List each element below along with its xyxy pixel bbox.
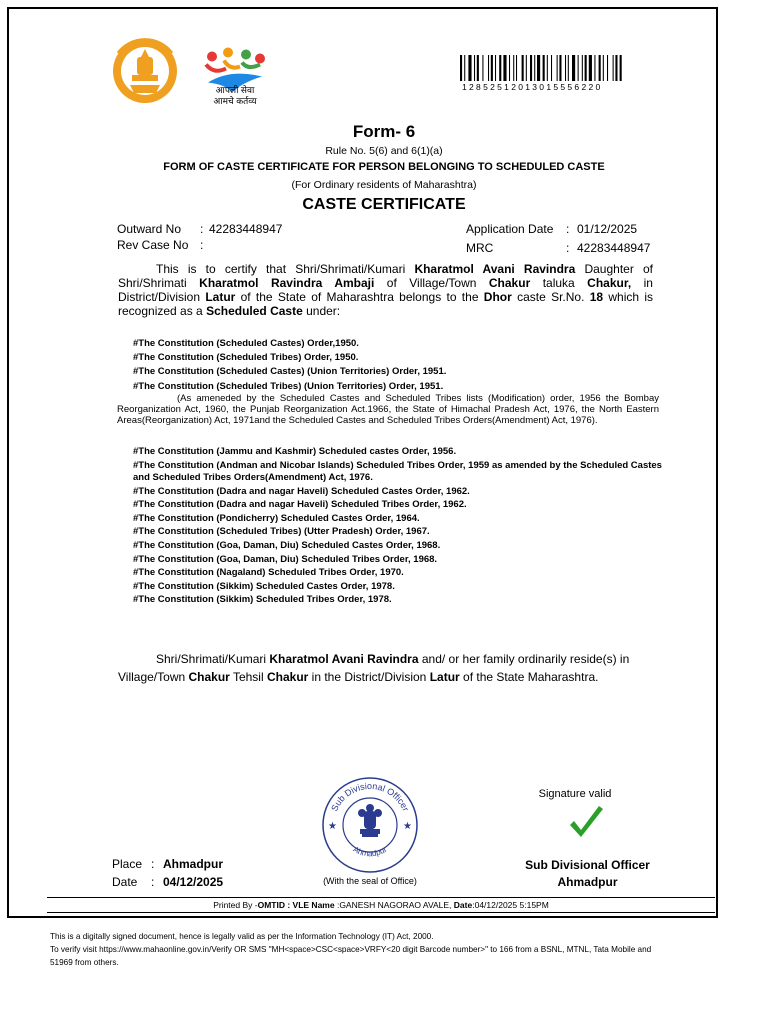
- order-item: #The Constitution (Goa, Daman, Diu) Scheduled Castes Order, 1968.: [133, 539, 441, 551]
- barcode: [460, 55, 670, 81]
- form-title: Form- 6: [352, 122, 416, 141]
- order-item: #The Constitution (Sikkim) Scheduled Castes Order, 1978.: [133, 580, 395, 592]
- svg-text:★: ★: [328, 821, 337, 832]
- checkmark-icon: [566, 803, 606, 843]
- date-value: 04/12/2025: [163, 875, 224, 889]
- revcase-label: Rev Case No: [117, 238, 189, 252]
- maharashtra-emblem-icon: [110, 33, 180, 111]
- appdate-value: 01/12/2025: [577, 222, 638, 236]
- parent-name: Kharatmol Ravindra Ambaji: [199, 276, 375, 290]
- certify-paragraph: This is to certify that Shri/Shrimati/Kumari Kharatmol Avani Ravindra Daughter of Shri/Shrimati Kharatmol Ravindra Ambaji of Village/Town Chakur taluka Chakur, in District/Division Latur of the State of Maharashtra belongs to the Dhor caste Sr.No. 18 which is recognized as a Scheduled Caste under:: [118, 262, 654, 318]
- footer-line: 51969 from others.: [50, 958, 119, 967]
- order-item: #The Constitution (Scheduled Castes) Order,1950.: [133, 338, 359, 349]
- order-item: #The Constitution (Sikkim) Scheduled Tribes Order, 1978.: [133, 594, 392, 606]
- order-item: #The Constitution (Scheduled Tribes) (Union Territories) Order, 1951.: [133, 380, 444, 392]
- date-colon: :: [151, 875, 155, 889]
- office-seal: [320, 775, 420, 875]
- signatory-office: Ahmadpur: [557, 875, 618, 889]
- footer-line: To verify visit https://www.mahaonline.gov.in/Verify OR SMS "MH<space>CSC<space>VRFY<20 digit Barcode number>" to 166 from a BSNL, MTNL, Tata Mobile and: [50, 945, 652, 954]
- order-item: #The Constitution (Jammu and Kashmir) Scheduled castes Order, 1956.: [133, 446, 457, 457]
- svg-text:Ahmadpur: [352, 845, 389, 859]
- place-value: Ahmadpur: [163, 857, 223, 871]
- order-item: #The Constitution (Dadra and nagar Haveli) Scheduled Castes Order, 1962.: [133, 485, 470, 497]
- order-item: #The Constitution (Dadra and nagar Haveli) Scheduled Tribes Order, 1962.: [133, 499, 467, 511]
- appdate-label: Application Date: [466, 222, 554, 236]
- rule-number: Rule No. 5(6) and 6(1)(a): [325, 145, 443, 157]
- signatory-block: [500, 857, 675, 891]
- form-description: FORM OF CASTE CERTIFICATE FOR PERSON BELONGING TO SCHEDULED CASTE: [163, 161, 605, 173]
- order-item: #The Constitution (Pondicherry) Scheduled Castes Order, 1964.: [133, 512, 420, 524]
- order-item: #The Constitution (Scheduled Tribes) Order, 1950.: [133, 352, 359, 364]
- orders-list-b: [133, 445, 663, 607]
- place-colon: :: [151, 857, 155, 871]
- order-item: #The Constitution (Andman and Nicobar Islands) Scheduled Tribes Order, 1959 as amended by the Scheduled Castes and Scheduled Tribes Orders(Amendment) Act, 1976.: [133, 459, 662, 483]
- divider: [47, 897, 715, 898]
- outward-label: Outward No: [117, 222, 182, 236]
- ashoka-emblem-icon: [358, 804, 382, 837]
- outward-colon: :: [200, 222, 204, 236]
- divider: [47, 912, 715, 913]
- residency-note: (For Ordinary residents of Maharashtra): [291, 179, 477, 191]
- mrc-label: MRC: [466, 241, 494, 255]
- barcode-number: 12852512013015556220: [462, 82, 603, 92]
- applicant-name: Kharatmol Avani Ravindra: [414, 262, 576, 276]
- amendment-note: (As ameneded by the Scheduled Castes and Scheduled Tribes lists (Modification) order, 1956 the Bombay Reorganization Act, 1960, the Punjab Reorganization Act.1966, the State of Himachal Pradesh Act, 1976, the North Eastern Areas(Reorganization) Act, 1971and the Scheduled Castes and Scheduled Tribes Orders(Amendment) Act, 1976).: [117, 393, 659, 426]
- order-item: #The Constitution (Nagaland) Scheduled Tribes Order, 1970.: [133, 567, 404, 579]
- revcase-colon: :: [200, 238, 204, 252]
- caste-name: Dhor: [483, 290, 512, 304]
- order-item: #The Constitution (Goa, Daman, Diu) Scheduled Tribes Order, 1968.: [133, 553, 438, 565]
- footer-note: [50, 930, 730, 969]
- appdate-colon: :: [566, 222, 570, 236]
- date-label: Date: [112, 875, 138, 889]
- orders-list-a: [133, 337, 446, 394]
- seal-top-text: Sub Divisional Officer: [329, 780, 411, 813]
- seal-caption: (With the seal of Office): [323, 876, 417, 886]
- seal-bottom-text: Ahmadpur: [351, 844, 389, 859]
- signature-valid-label: Signature valid: [538, 788, 612, 800]
- residence-paragraph: Shri/Shrimati/Kumari Kharatmol Avani Ravindra and/ or her family ordinarily reside(s) in Village/Town Chakur Tehsil Chakur in the District/Division Latur of the State Maharashtra.: [118, 652, 630, 684]
- place-label: Place: [112, 857, 143, 871]
- svg-text:★: ★: [403, 821, 412, 832]
- outward-value: 42283448947: [209, 222, 283, 236]
- signatory-designation: Sub Divisional Officer: [525, 858, 650, 872]
- printed-by: Printed By -OMTID : VLE Name :GANESH NAGORAO AVALE, Date:04/12/2025 5:15PM: [213, 900, 549, 910]
- order-item: #The Constitution (Scheduled Castes) (Union Territories) Order, 1951.: [133, 366, 447, 378]
- footer-line: This is a digitally signed document, hence is legally valid as per the Information Technology (IT) Act, 2000.: [50, 932, 434, 941]
- order-item: #The Constitution (Scheduled Tribes) (Utter Pradesh) Order, 1967.: [133, 526, 430, 538]
- logo-tagline: आपली सेवा आमचे कर्तव्य: [213, 85, 257, 106]
- mrc-value: 42283448947: [577, 241, 651, 255]
- mrc-colon: :: [566, 241, 570, 255]
- certificate-title: CASTE CERTIFICATE: [302, 196, 466, 213]
